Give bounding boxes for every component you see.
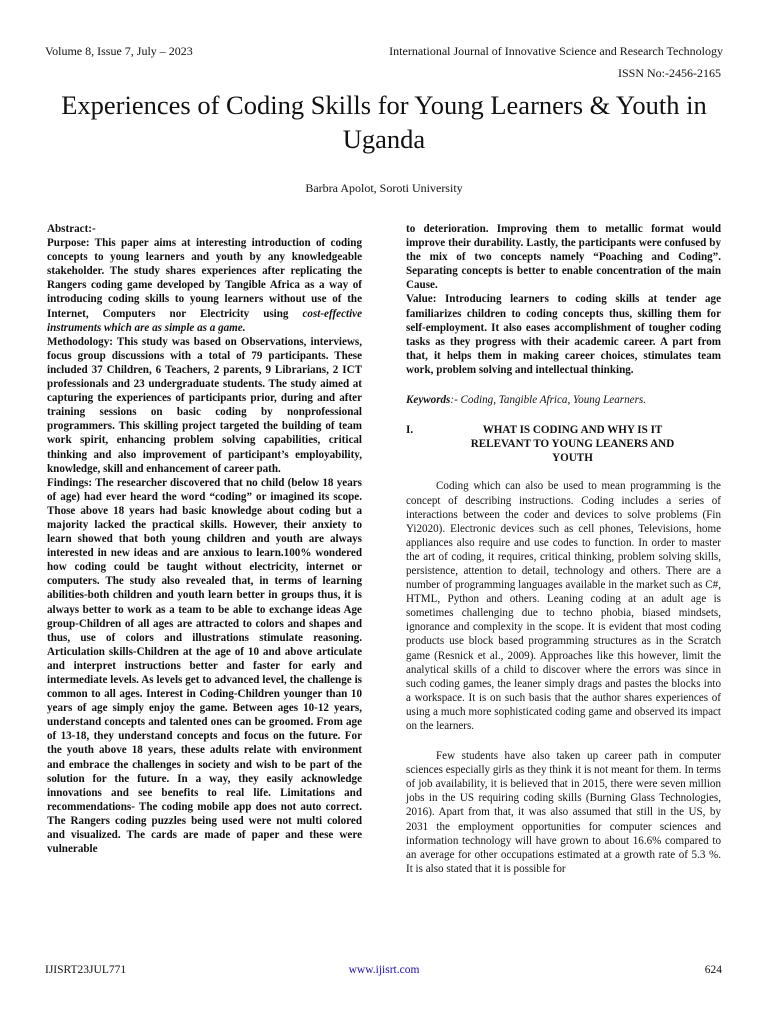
right-column [406,222,721,876]
abstract-purpose: Purpose: This paper aims at interesting introduction of coding concepts to young learners and youth by any knowledgeable stakeholder. The study shares experiences after replicating the Rangers coding game developed by Tangible Africa as a way of introducing coding skills to young learners without use of the Internet, Computers nor Electricity using cost-effective instruments which are as simple as a game. [47,237,363,334]
issn-number: ISSN No:-2456-2165 [617,66,721,80]
body-paragraph: Coding which can also be used to mean programming is the concept of describing instructions. Coding includes a series of interactions between the coder and devices to solve problems (Fin Yi2020). Electronic devices such as cell phones, Televisions, home appliances also require and use codes to function. In order to master the art of coding, it requires, critical thinking, problem solving skills, persistence, attention to detail, technology and others. There are a number of programming languages available in the market such as C#, HTML, Python and others. Leaning coding at an adult age is sometimes challenging due to techno phobia, biased mindsets, ignorance and complexity in the scope. It is evident that most coding products use block based programming structures as in the Scratch game (Resnick et al., 2009). Approaches like this however, limit the analytical skills of a child to discover where the errors was since in such coding games, the leaner simply drags and pastes the blocks into a workspace. It is on such basis that the author shares experiences of using a much more sophisticated coding game and observed its impact on the learners. [406,480,721,732]
abstract-methodology: Methodology: This study was based on Observations, interviews, focus group discussions with a total of 79 participants. These included 37 Children, 6 Teachers, 2 parents, 9 Librarians, 2 ICT professionals and 23 undergraduate students. The study aimed at capturing the experiences of participants prior, during and after training sessions on basic coding by nonprofessional programmers. This skilling project targeted the building of team work spirit, enhancing problem solving capabilities, critical thinking and also improvement of participant’s employability, knowledge, skill and enhancement of career path. [47,335,362,475]
body-paragraph: Few students have also taken up career path in computer sciences especially girls as they think it is not meant for them. In terms of job availability, it is believed that in 2015, there were seven million jobs in the US requiring coding skills (Burning Glass Technologies, 2016). Apart from that, it was also assumed that still in the US, by 2031 the employment opportunities for computer sciences and information technology will have grown to about 16.6% compared to an average for other occupations estimated at a growth rate of 5.3 %. It is also stated that it is possible for [406,750,721,875]
footer-website-link[interactable]: www.ijisrt.com [348,964,420,976]
section-title: WHAT IS CODING AND WHY IS IT RELEVANT TO YOUNG LEANERS AND YOUTH [470,424,675,465]
abstract-findings: Findings: The researcher discovered that no child (below 18 years of age) had ever heard the word “coding” or imagined its scope. Those above 18 years had basic knowledge about coding but a majority lacked the practical skills. However, their anxiety to learn showed that both young children and youth are always interested in new ideas and are anxious to learn.100% wondered how coding could be taught without electricity, internet or computers. The study also revealed that, in terms of learning abilities-both children and youth learn better in groups thus, it is always better to work as a team to be able to exchange ideas Age group-Children of all ages are attracted to colors and shapes and thus, use of colors and illustrations stimulate reasoning. Articulation skills-Children at the age of 10 and above articulate and interpret instructions better and faster for early and intermediate levels. As levels get to advanced level, the challenge is common to all ages. Interest in Coding-Children younger than 10 years of age simply enjoy the game. Between ages 10-12 years, understand concepts and talented ones can be groomed. From age of 13-18, they understand concepts and focus on the future. For the youth above 18 years, these adults relate with environment and embrace the challenges in society and wish to be part of the solution for the future. In a way, they easily acknowledge innovations and see benefits to real life. Limitations and recommendations- The coding mobile app does not auto correct. The Rangers coding puzzles being used were not multi colored and visualized. The cards are made of paper and these were vulnerable [47,476,362,856]
left-column [47,222,362,856]
abstract-heading: Abstract:- [47,223,96,235]
footer-page-number: 624 [704,964,722,976]
author-line: Barbra Apolot, Soroti University [305,181,463,195]
abstract-findings-continued: to deterioration. Improving them to metallic format would improve their durability. Lastly, the participants were confused by the mix of two concepts namely “Poaching and Coding”. Separating concepts is better to enable concentration of the main Cause. [406,223,721,292]
abstract-value: Value: Introducing learners to coding skills at tender age familiarizes children to coding concepts thus, skilling them for self-employment. It also eases accomplishment of tougher coding tasks as they progress with their academic career. A part from that, it helps them in making career choices, stimulates team work, problem solving and intellectual thinking. [406,293,721,376]
running-header-volume: Volume 8, Issue 7, July – 2023 [45,44,193,58]
footer-paper-code: IJISRT23JUL771 [45,964,127,976]
paper-title: Experiences of Coding Skills for Young Learners & Youth in Uganda [61,90,707,154]
keywords: Keywords:- Coding, Tangible Africa, Young Learners. [406,394,646,407]
section-heading [406,423,721,465]
section-number: I. [406,424,414,437]
running-header-journal: International Journal of Innovative Science and Research Technology [389,44,723,58]
